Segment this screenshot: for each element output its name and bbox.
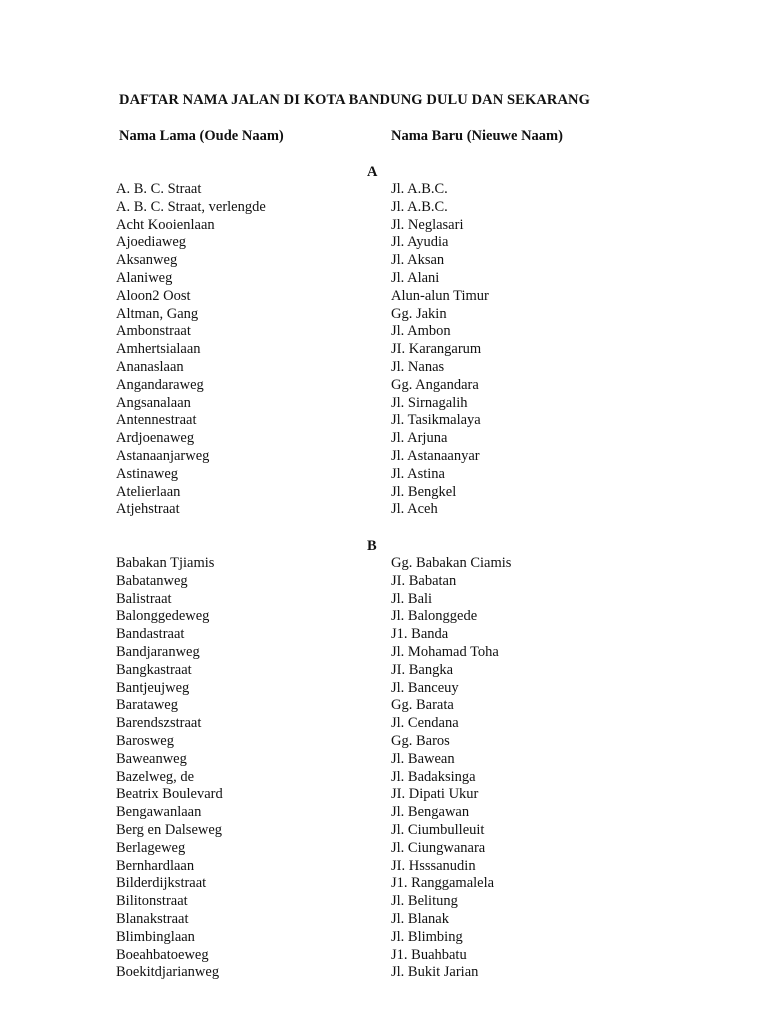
old-street-name: Balistraat (116, 590, 172, 607)
old-street-name: Berg en Dalseweg (116, 821, 223, 838)
table-row (0, 644, 768, 662)
new-street-name: Gg. Jakin (391, 305, 447, 322)
table-row (0, 252, 768, 270)
old-street-name: Ardjoenaweg (116, 430, 195, 447)
new-street-name: JI. Hsssanudin (391, 857, 476, 874)
document-title: DAFTAR NAMA JALAN DI KOTA BANDUNG DULU DAN SEKARANG (119, 92, 590, 108)
table-row (0, 751, 768, 769)
new-street-name: J1. Buahbatu (391, 946, 467, 963)
new-street-name: Jl. Bali (391, 590, 433, 607)
old-street-name: Bengawanlaan (116, 804, 202, 821)
table-row (0, 875, 768, 893)
old-street-name: Bernhardlaan (116, 857, 195, 874)
section-a-list (0, 181, 768, 519)
table-row (0, 626, 768, 644)
new-street-name: Jl. A.B.C. (391, 181, 448, 197)
table-row (0, 199, 768, 217)
old-street-name: A. B. C. Straat, verlengde (116, 198, 266, 215)
new-street-name: Gg. Babakan Ciamis (391, 555, 512, 571)
old-street-name: Astinaweg (116, 465, 179, 482)
new-street-name: Jl. Astanaanyar (391, 447, 480, 464)
table-row (0, 288, 768, 306)
old-street-name: Barosweg (116, 732, 174, 749)
new-street-name: Jl. Aksan (391, 252, 445, 269)
old-street-name: Bandastraat (116, 626, 185, 643)
new-street-name: Jl. Aceh (391, 501, 438, 518)
old-street-name: Ambonstraat (116, 323, 191, 340)
table-row (0, 323, 768, 341)
old-street-name: Antennestraat (116, 412, 197, 429)
old-street-name: Bazelweg, de (116, 768, 195, 785)
table-row (0, 929, 768, 947)
table-row (0, 608, 768, 626)
section-letter-b: B (367, 538, 377, 554)
old-street-name: Alaniweg (116, 269, 173, 286)
old-street-name: Atjehstraat (116, 501, 180, 518)
table-row (0, 786, 768, 804)
new-street-name: Jl. Astina (391, 465, 445, 482)
new-street-name: Jl. Blanak (391, 910, 449, 927)
section-letter-a: A (367, 164, 378, 180)
table-row (0, 501, 768, 519)
old-street-name: Beatrix Boulevard (116, 786, 223, 803)
old-street-name: Angandaraweg (116, 376, 204, 393)
old-street-name: Bangkastraat (116, 661, 192, 678)
old-street-name: Baweanweg (116, 750, 187, 767)
new-street-name: J1. Banda (391, 626, 449, 643)
new-street-name: JI. Bangka (391, 661, 454, 678)
old-street-name: Barataweg (116, 697, 178, 714)
old-street-name: Balonggedeweg (116, 608, 210, 625)
new-street-name: Jl. Arjuna (391, 430, 448, 447)
table-row (0, 484, 768, 502)
old-street-name: Blimbinglaan (116, 928, 195, 945)
new-street-name: Jl. Bawean (391, 750, 455, 767)
table-row (0, 733, 768, 751)
new-street-name: JI. Babatan (391, 572, 457, 589)
table-row (0, 591, 768, 609)
old-street-name: Angsanalaan (116, 394, 191, 411)
table-row (0, 270, 768, 288)
table-row (0, 306, 768, 324)
table-row (0, 911, 768, 929)
new-street-name: Jl. Cendana (391, 715, 459, 732)
new-street-name: J1. Ranggamalela (391, 875, 495, 892)
table-row (0, 555, 768, 573)
new-street-name: Jl. Mohamad Toha (391, 643, 499, 660)
new-street-name: Gg. Angandara (391, 376, 479, 393)
new-street-name: Jl. Banceuy (391, 679, 459, 696)
table-row (0, 430, 768, 448)
old-street-name: Boeahbatoeweg (116, 946, 209, 963)
table-row (0, 840, 768, 858)
table-row (0, 769, 768, 787)
old-street-name: Bandjaranweg (116, 643, 200, 660)
old-street-name: Boekitdjarianweg (116, 964, 220, 981)
table-row (0, 697, 768, 715)
table-row (0, 341, 768, 359)
new-street-name: Gg. Barata (391, 697, 454, 714)
old-street-name: Barendszstraat (116, 715, 202, 732)
old-street-name: Aloon2 Oost (116, 287, 191, 304)
new-street-name: Jl. Blimbing (391, 928, 463, 945)
old-street-name: Blanakstraat (116, 910, 189, 927)
old-street-name: Babatanweg (116, 572, 188, 589)
table-row (0, 893, 768, 911)
old-street-name: Berlageweg (116, 839, 186, 856)
table-row (0, 181, 768, 199)
new-street-name: Jl. Sirnagalih (391, 394, 468, 411)
new-street-name: Gg. Baros (391, 732, 450, 749)
table-row (0, 234, 768, 252)
table-row (0, 466, 768, 484)
new-street-name: Jl. Belitung (391, 893, 458, 910)
header-old-name: Nama Lama (Oude Naam) (119, 128, 284, 144)
table-row (0, 412, 768, 430)
table-row (0, 804, 768, 822)
section-b-list (0, 555, 768, 982)
old-street-name: Acht Kooienlaan (116, 216, 215, 233)
new-street-name: Jl. Nanas (391, 358, 445, 375)
new-street-name: Jl. Ciumbulleuit (391, 821, 485, 838)
old-street-name: Ananaslaan (116, 358, 184, 375)
table-row (0, 715, 768, 733)
new-street-name: Jl. Bengawan (391, 804, 470, 821)
header-new-name: Nama Baru (Nieuwe Naam) (391, 128, 563, 144)
old-street-name: Aksanweg (116, 252, 178, 269)
table-row (0, 217, 768, 235)
new-street-name: Jl. Neglasari (391, 216, 464, 233)
old-street-name: Bantjeujweg (116, 679, 190, 696)
old-street-name: Astanaanjarweg (116, 447, 210, 464)
old-street-name: A. B. C. Straat (116, 181, 202, 197)
table-row (0, 680, 768, 698)
old-street-name: Atelierlaan (116, 483, 181, 500)
new-street-name: Jl. Alani (391, 269, 440, 286)
new-street-name: Jl. Tasikmalaya (391, 412, 481, 429)
new-street-name: Jl. Ayudia (391, 234, 449, 251)
table-row (0, 947, 768, 965)
table-row (0, 858, 768, 876)
new-street-name: Jl. Ambon (391, 323, 451, 340)
table-row (0, 573, 768, 591)
new-street-name: Jl. A.B.C. (391, 198, 448, 215)
old-street-name: Babakan Tjiamis (116, 555, 215, 571)
table-row (0, 377, 768, 395)
old-street-name: Ajoediaweg (116, 234, 187, 251)
old-street-name: Bilitonstraat (116, 893, 188, 910)
new-street-name: JI. Karangarum (391, 341, 482, 358)
new-street-name: Jl. Bengkel (391, 483, 457, 500)
new-street-name: Alun-alun Timur (391, 287, 489, 304)
new-street-name: JI. Dipati Ukur (391, 786, 479, 803)
table-row (0, 359, 768, 377)
new-street-name: Jl. Badaksinga (391, 768, 476, 785)
table-row (0, 822, 768, 840)
table-row (0, 448, 768, 466)
table-row (0, 662, 768, 680)
table-row (0, 395, 768, 413)
table-row (0, 964, 768, 982)
new-street-name: Jl. Ciungwanara (391, 839, 486, 856)
old-street-name: Amhertsialaan (116, 341, 201, 358)
old-street-name: Bilderdijkstraat (116, 875, 207, 892)
new-street-name: Jl. Balonggede (391, 608, 478, 625)
new-street-name: Jl. Bukit Jarian (391, 964, 479, 981)
old-street-name: Altman, Gang (116, 305, 199, 322)
